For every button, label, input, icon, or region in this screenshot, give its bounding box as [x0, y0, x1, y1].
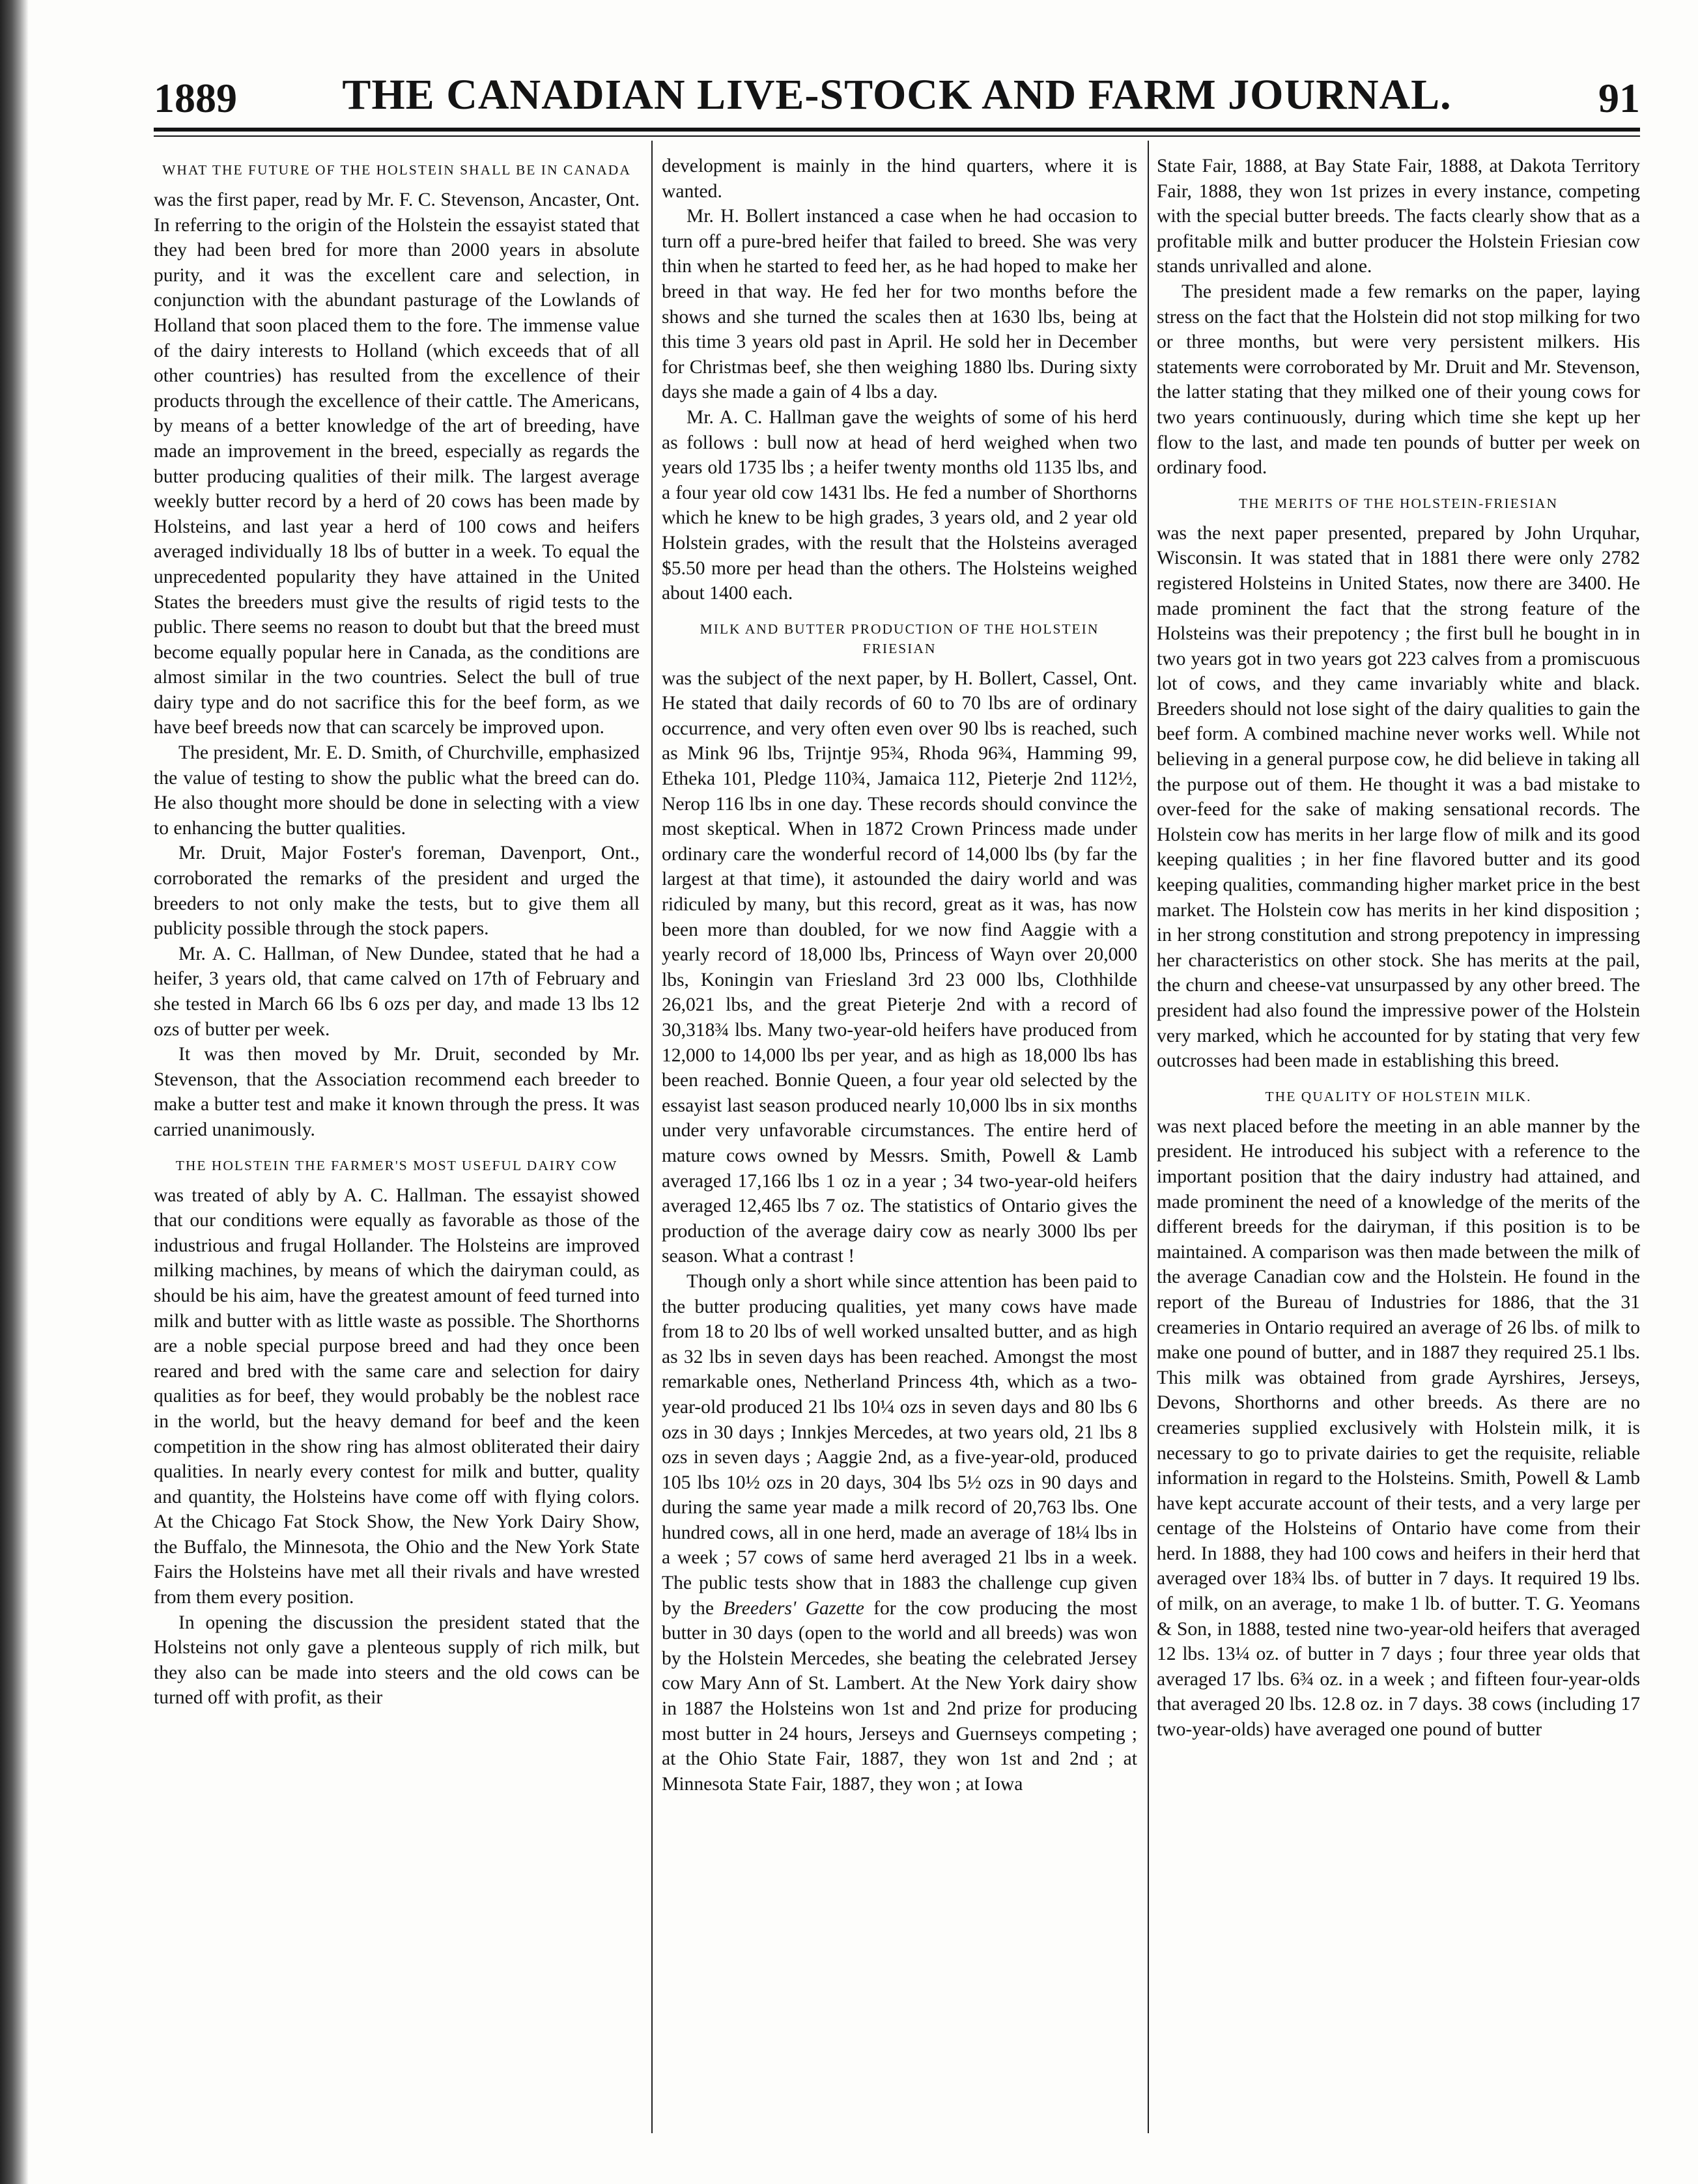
section-heading: THE QUALITY OF HOLSTEIN MILK.	[1265, 1088, 1532, 1104]
article-paragraph: It was then moved by Mr. Druit, seconded by Mr. Stevenson, that the Association recommend each breeder to make a butter test and make it known through the press. It was carried unanimously.	[154, 1044, 640, 1140]
section-heading: MILK AND BUTTER PRODUCTION OF THE HOLSTEIN FRIESIAN	[700, 621, 1099, 656]
article-paragraph: was the first paper, read by Mr. F. C. Stevenson, Ancaster, Ont. In referring to the origin of the Holstein the essayist stated that they had been bred for more than 2000 years in absolute purity, and it was the excellent care and selection, in conjunction with the abundant pasturage of the Lowlands of Holland that soon placed them to the fore. The immense value of the dairy interests to Holland (which exceeds that of all other countries) has resulted from the excellence of their products through the excellence of their cattle. The Americans, by means of a better knowledge of the art of breeding, have made an improvement in the breed, especially as regards the butter producing qualities of their milk. The largest average weekly butter record by a herd of 20 cows has been made by Holsteins, and last year a herd of 100 cows and heifers averaged individually 18 lbs of butter in a week. To equal the unprecedented popularity they have attained in the United States the breeders must give the results of rigid tests to the public. There seems no reason to doubt but that the breed must become equally popular here in Canada, as the conditions are almost similar in the two countries. Select the bull of true dairy type and do not sacrifice this for the beef form, as we have beef breeds now that can scarcely be improved upon.	[154, 189, 640, 738]
page-number: 91	[1598, 75, 1640, 121]
header-rule-thin	[154, 135, 1640, 137]
article-paragraph: was treated of ably by A. C. Hallman. The essayist showed that our conditions were equally as favorable as those of the industrious and frugal Hollander. The Holsteins are improved milking machines, by means of which the dairyman could, as should be his aim, have the greatest amount of feed turned into milk and butter with as little waste as possible. The Shorthorns are a noble special purpose breed and had they once been reared and bred with the same care and selection for dairy qualities as for beef, they would probably be the noblest race in the world, but the heavy demand for beef and the keen competition in the show ring has almost obliterated their dairy qualities. In nearly every contest for milk and butter, quality and quantity, the Holsteins have come off with flying colors. At the Chicago Fat Stock Show, the New York Dairy Show, the Buffalo, the Minnesota, the Ohio and the New York State Fairs the Holsteins have met all their rivals and have wrested from them every position.	[154, 1184, 640, 1608]
article-paragraph: State Fair, 1888, at Bay State Fair, 1888, at Dakota Territory Fair, 1888, they won 1st prizes in every instance, competing with the special butter breeds. The facts clearly show that as a profitable milk and butter producer the Holstein Friesian cow stands unrivalled and alone.	[1157, 156, 1640, 277]
text-column-3	[1157, 154, 1640, 2146]
article-paragraph: Mr. Druit, Major Foster's foreman, Davenport, Ont., corroborated the remarks of the president and urged the breeders to not only make the tests, but to give them all publicity possible through the stock papers.	[154, 843, 640, 940]
section-heading: WHAT THE FUTURE OF THE HOLSTEIN SHALL BE IN CANADA	[162, 162, 631, 178]
article-paragraph: Mr. H. Bollert instanced a case when he had occasion to turn off a pure-bred heifer that failed to breed. She was very thin when he started to feed her, as he had hoped to make her breed in that way. He fed her for two months before the shows and she turned the scales then at 1630 lbs, being at this time 3 years old past in April. He sold her in December for Christmas beef, she then weighing 1880 lbs. During sixty days she made a gain of 4 lbs a day.	[662, 206, 1137, 403]
header-rule-thick	[154, 128, 1640, 132]
article-paragraph: development is mainly in the hind quarters, where it is wanted.	[662, 156, 1137, 202]
text-column-2	[662, 154, 1137, 2146]
periodical-title: Breeders' Gazette	[723, 1597, 864, 1619]
article-paragraph: Though only a short while since attention has been paid to the butter producing qualities, yet many cows have made from 18 to 20 lbs of well worked unsalted butter, and as high as 32 lbs in seven days has been reached. Amongst the most remarkable ones, Netherland Princess 4th, which as a two-year-old produced 21 lbs 10¼ ozs in seven days and 80 lbs 6 ozs in 30 days ; Innkjes Mercedes, at two years old, 21 lbs 8 ozs in seven days ; Aaggie 2nd, as a five-year-old, produced 105 lbs 10½ ozs in 20 days, 304 lbs 5½ ozs in 90 days and during the same year made a milk record of 20,763 lbs. One hundred cows, all in one herd, made an average of 18¼ lbs in a week ; 57 cows of same herd averaged 21 lbs in a week. The public tests show that in 1883 the challenge cup given by the Breeders' Gazette for the cow producing the most butter in 30 days (open to the world and all breeds) was won by the Holstein Mercedes, she beating the celebrated Jersey cow Mary Ann of St. Lambert. At the New York dairy show in 1887 the Holsteins won 1st and 2nd prize for producing most butter in 24 hours, Jerseys and Guernseys competing ; at the Ohio State Fair, 1887, they won 1st and 2nd ; at Minnesota State Fair, 1887, they won ; at Iowa	[662, 1270, 1137, 1795]
article-paragraph: was next placed before the meeting in an able manner by the president. He introduced his subject with a reference to the important position that the dairy industry had attained, and made prominent the need of a knowledge of the merits of the different breeds for the dairyman, if this position is to be maintained. A comparison was then made between the milk of the average Canadian cow and the Holstein. He found in the report of the Bureau of Industries for 1886, that the 31 creameries in Ontario required an average of 26 lbs. of milk to make one pound of butter, and in 1887 they required 25.1 lbs. This milk was obtained from grade Ayrshires, Jerseys, Devons, Shorthorns and other breeds. As there are no creameries supplied exclusively with Holstein milk, it is necessary to go to private dairies to get the requisite, reliable information in regard to the Holsteins. Smith, Powell & Lamb have kept accurate account of their tests, and a very large per centage of the Holsteins of Ontario have come from their herd. In 1888, they had 100 cows and heifers in their herd that averaged over 18¾ lbs. of butter in 7 days. It required 19 lbs. of milk, on an average, to make 1 lb. of butter. T. G. Yeomans & Son, in 1888, tested nine two-year-old heifers that averaged 12 lbs. 13¼ oz. of butter in 7 days ; four three year olds that averaged 17 lbs. 6¾ oz. in a week ; and fifteen four-year-olds that averaged 20 lbs. 12.8 oz. in 7 days. 38 cows (including 17 two-year-olds) have averaged one pound of butter	[1157, 1115, 1640, 1741]
article-paragraph: was the subject of the next paper, by H. Bollert, Cassel, Ont. He stated that daily records of 60 to 70 lbs are of ordinary occurrence, and very often even over 90 lbs is reached, such as Mink 96 lbs, Trijntje 95¾, Rhoda 96¾, Hamming 99, Etheka 101, Pledge 110¾, Jamaica 112, Pieterje 2nd 112½, Nerop 116 lbs in one day. These records should convince the most skeptical. When in 1872 Crown Princess made under ordinary care the wonderful record of 14,000 lbs (by far the largest at that time), it astounded the dairy world and was ridiculed by many, but this record, great as it was, has now been more than doubled, for we now find Aaggie with a yearly record of 18,000 lbs, Princess of Wayn over 20,000 lbs, Koningin van Friesland 3rd 23 000 lbs, Clothhilde 26,021 lbs, and the great Pieterje 2nd with a record of 30,318¾ lbs. Many two-year-old heifers have produced from 12,000 to 14,000 lbs per year, and as high as 18,000 lbs has been reached. Bonnie Queen, a four year old selected by the essayist last season produced nearly 10,000 lbs in six months under very unfavorable circumstances. The entire herd of mature cows owned by Messrs. Smith, Powell & Lamb averaged 17,166 lbs 1 oz in a year ; 34 two-year-old heifers averaged 12,465 lbs 7 oz. The statistics of Ontario gives the production of the average dairy cow as nearly 3000 lbs per season. What a contrast !	[662, 667, 1137, 1267]
header-year: 1889	[154, 75, 237, 121]
column-divider	[1148, 141, 1149, 2133]
article-paragraph: The president made a few remarks on the paper, laying stress on the fact that the Holstein did not stop milking for two or three months, but were very persistent milkers. His statements were corroborated by Mr. Druit and Mr. Stevenson, the latter stating that they milked one of their young cows for two years continuously, during which time she kept up her flow to the last, and made ten pounds of butter per week on ordinary food.	[1157, 281, 1640, 479]
section-heading: THE HOLSTEIN THE FARMER'S MOST USEFUL DAIRY COW	[175, 1157, 618, 1173]
article-paragraph: Mr. A. C. Hallman gave the weights of some of his herd as follows : bull now at head of herd weighed when two years old 1735 lbs ; a heifer twenty months old 1135 lbs, and a four year old cow 1431 lbs. He fed a number of Shorthorns which he knew to be high grades, 3 years old, and 2 year old Holstein grades, with the result that the Holsteins averaged $5.50 more per head than the others. The Holsteins weighed about 1400 each.	[662, 406, 1137, 604]
section-heading: THE MERITS OF THE HOLSTEIN-FRIESIAN	[1238, 495, 1559, 511]
page-binding-edge	[0, 0, 29, 2184]
journal-masthead: THE CANADIAN LIVE-STOCK AND FARM JOURNAL.	[342, 71, 1452, 119]
article-paragraph: In opening the discussion the president stated that the Holsteins not only gave a plenteous supply of rich milk, but they also can be made into steers and the old cows can be turned off with profit, as their	[154, 1612, 640, 1709]
column-divider	[651, 141, 653, 2133]
page-header	[154, 70, 1640, 125]
article-paragraph: The president, Mr. E. D. Smith, of Churchville, emphasized the value of testing to show the public what the breed can do. He also thought more should be done in selecting with a view to enhancing the butter qualities.	[154, 742, 640, 839]
article-paragraph: was the next paper presented, prepared by John Urquhar, Wisconsin. It was stated that in 1881 there were only 2782 registered Holsteins in United States, now there are 3400. He made prominent the fact that the strong feature of the Holsteins was their prepotency ; the first bull he bought in in two years got in two years got 223 calves from a promiscuous lot of cows, and they came invariably white and black. Breeders should not lose sight of the dairy qualities to gain the beef form. A combined machine never works well. While not believing in a general purpose cow, he did believe in taking all the purpose out of them. He thought it was a bad mistake to over-feed for the sake of making sensational records. The Holstein cow has merits in her large flow of milk and its good keeping qualities ; in her fine flavored butter and its good keeping qualities, commanding higher market price in the best market. The Holstein cow has merits in her kind disposition ; in her strong constitution and strong prepotency in impressing her characteristics on other stock. She has merits at the pail, the churn and cheese-vat unsurpassed by any other breed. The president had also found the impressive power of the Holstein very marked, which he accounted for by stating that very few outcrosses had been made in establishing this breed.	[1157, 522, 1640, 1072]
article-paragraph: Mr. A. C. Hallman, of New Dundee, stated that he had a heifer, 3 years old, that came calved on 17th of February and she tested in March 66 lbs 6 ozs per day, and made 13 lbs 12 ozs of butter per week.	[154, 943, 640, 1040]
text-column-1	[154, 154, 640, 2146]
